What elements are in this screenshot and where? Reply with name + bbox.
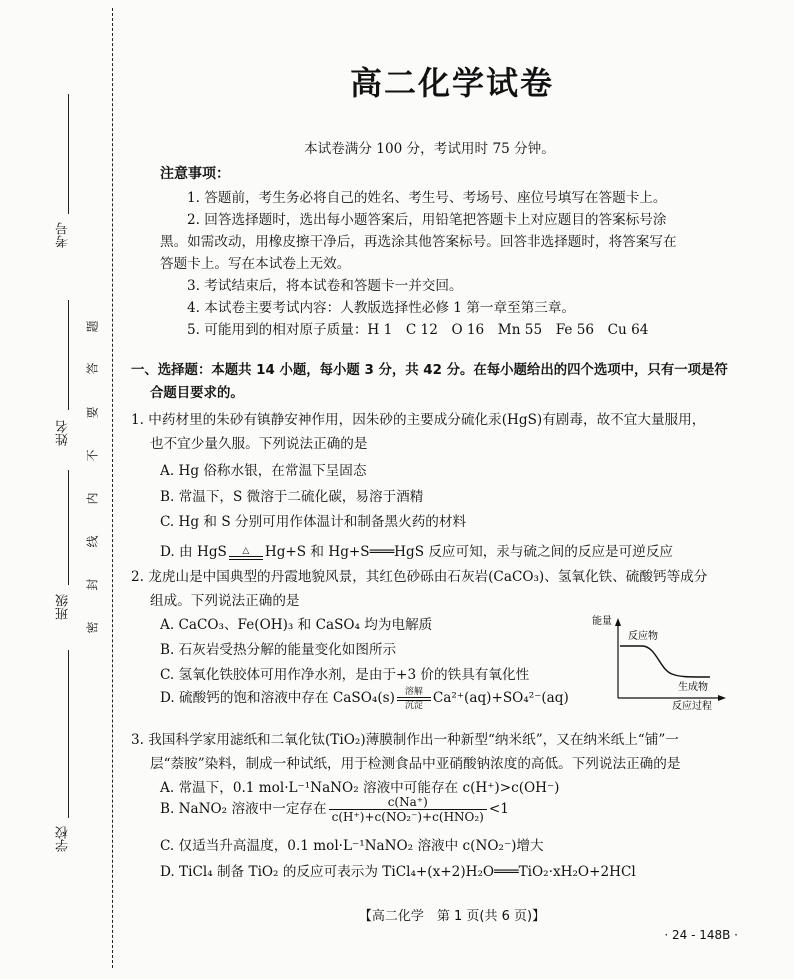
note-item: 3. 考试结束后，将本试卷和答题卡一并交回。	[187, 278, 463, 294]
note-item: 5. 可能用到的相对原子质量：H 1 C 12 O 16 Mn 55 Fe 56 Cu 64	[187, 322, 649, 338]
q2-option-d: D. 硫酸钙的饱和溶液中存在 CaSO₄(s) 溶解 沉淀 Ca²⁺(aq)+SO₄²⁻(aq)	[160, 686, 569, 711]
note-item: 4. 本试卷主要考试内容：人教版选择性必修 1 第一章至第三章。	[187, 300, 576, 316]
q3-option-c: C. 仅适当升高温度，0.1 mol·L⁻¹NaNO₂ 溶液中 c(NO₂⁻)增大	[160, 838, 544, 854]
q3-option-b: B. NaNO₂ 溶液中一定存在 $\frac{c(Na^+)}{\text{c(H⁺)+c(NO₂⁻)+c(HNO₂)}}$ <1	[160, 795, 509, 824]
note-item: 黑。如需改动，用橡皮擦干净后，再选涂其他答案标号。回答非选择题时，将答案写在	[160, 234, 677, 250]
energy-curve	[620, 646, 710, 677]
seal-char: 不	[85, 449, 100, 462]
name-blank	[68, 300, 69, 410]
note-item: 答题卡上。写在本试卷上无效。	[160, 256, 351, 272]
q1-option-a: A. Hg 俗称水银，在常温下呈固态	[160, 463, 367, 479]
q2-option-c: C. 氢氧化铁胶体可用作净水剂，是由于+3 价的铁具有氧化性	[160, 667, 530, 683]
section-heading: 一、选择题：本题共 14 小题，每小题 3 分，共 42 分。在每小题给出的四个选项中，只有一项是符	[131, 363, 728, 378]
question-1-stem: 1. 中药材里的朱砂有镇静安神作用，因朱砂的主要成分硫化汞(HgS)有剧毒，故不宜大量服用，	[131, 412, 706, 428]
q3-option-d: D. TiCl₄ 制备 TiO₂ 的反应可表示为 TiCl₄+(x+2)H₂O═══TiO₂·xH₂O+2HCl	[160, 864, 636, 880]
question-3-stem-cont: 层“萘胺”染料，制成一种试纸，用于检测食品中亚硝酸钠浓度的高低。下列说法正确的是	[150, 756, 681, 772]
q2-option-a: A. CaCO₃、Fe(OH)₃ 和 CaSO₄ 均为电解质	[160, 617, 433, 633]
school-label: 学校	[56, 826, 71, 852]
page-footer: 【高二化学 第 1 页(共 6 页)】	[358, 909, 546, 924]
class-blank	[68, 470, 69, 585]
energy-x-label: 反应过程	[672, 701, 712, 712]
seal-char: 密	[85, 621, 100, 634]
q1-option-b: B. 常温下，S 微溶于二硫化碳，易溶于酒精	[160, 489, 424, 505]
seal-char: 内	[85, 492, 100, 505]
seal-char: 封	[85, 578, 100, 591]
binding-dashed-line	[112, 8, 113, 968]
question-1-stem-cont: 也不宜少量久服。下列说法正确的是	[150, 436, 368, 452]
exam-info: 本试卷满分 100 分，考试用时 75 分钟。	[304, 141, 555, 157]
q1-option-d: D. 由 HgS △ Hg+S 和 Hg+S═══HgS 反应可知，汞与硫之间的反应是可逆反应	[160, 544, 674, 560]
name-label: 姓名	[56, 420, 71, 446]
q2-option-b: B. 石灰岩受热分解的能量变化如图所示	[160, 642, 397, 658]
reactant-label: 反应物	[628, 631, 658, 642]
seal-char: 答	[85, 362, 100, 375]
question-2-stem: 2. 龙虎山是中国典型的丹霞地貌风景，其红色砂砾由石灰岩(CaCO₃)、氢氧化铁、硫酸钙等成分	[131, 569, 708, 585]
note-item: 2. 回答选择题时，选出每小题答案后，用铅笔把答题卡上对应题目的答案标号涂	[187, 212, 667, 228]
exam-number-blank	[68, 94, 69, 214]
energy-y-label: 能量	[592, 616, 612, 627]
q3-option-a: A. 常温下，0.1 mol·L⁻¹NaNO₂ 溶液中可能存在 c(H⁺)>c(OH⁻)	[160, 780, 560, 796]
product-label: 生成物	[678, 682, 708, 693]
notes-heading: 注意事项：	[160, 166, 230, 182]
exam-number-label: 考号	[56, 222, 71, 248]
section-heading-cont: 合题目要求的。	[150, 386, 244, 401]
seal-char: 线	[85, 535, 100, 548]
energy-diagram	[590, 612, 730, 712]
page-title: 高二化学试卷	[349, 64, 554, 102]
paper-code: · 24 - 148B ·	[664, 928, 738, 942]
school-blank	[68, 650, 69, 818]
seal-char: 要	[85, 406, 100, 419]
class-label: 班级	[56, 594, 71, 620]
energy-x-arrow	[718, 695, 726, 701]
question-3-stem: 3. 我国科学家用滤纸和二氧化钛(TiO₂)薄膜制作出一种新型“纳米纸”，又在纳米纸上“铺”一	[131, 732, 679, 748]
seal-char: 题	[85, 320, 100, 333]
question-2-stem-cont: 组成。下列说法正确的是	[150, 593, 300, 609]
q1-option-c: C. Hg 和 S 分别可用作体温计和制备黑火药的材料	[160, 514, 467, 530]
note-item: 1. 答题前，考生务必将自己的姓名、考生号、考场号、座位号填写在答题卡上。	[187, 190, 667, 206]
energy-y-arrow	[615, 618, 621, 626]
